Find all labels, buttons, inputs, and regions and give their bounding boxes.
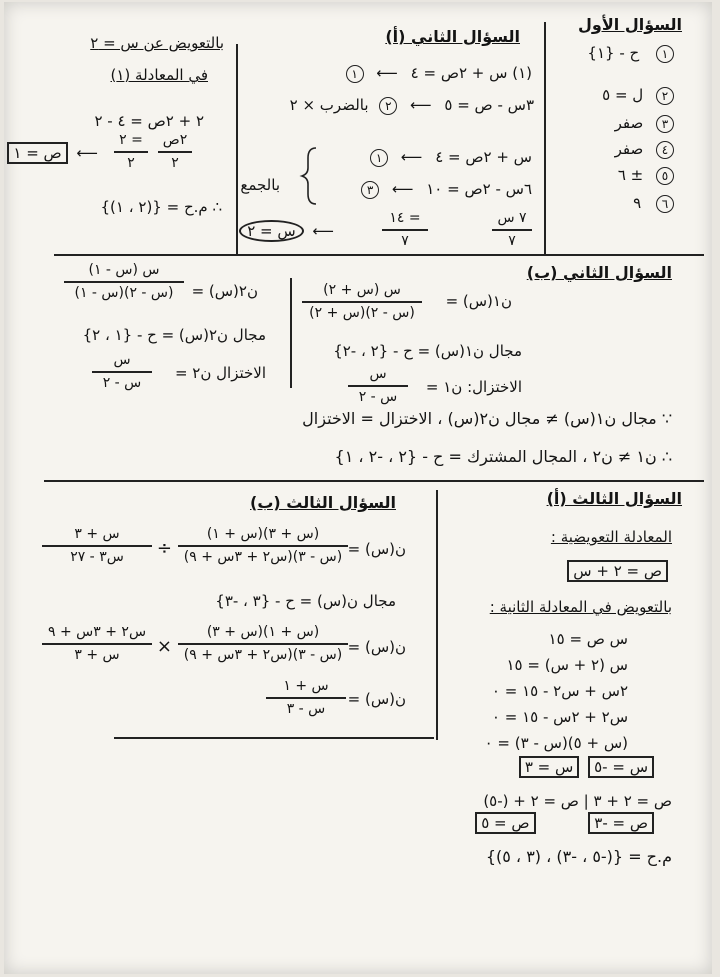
q4b-fraction-3-num: (س + ١)(س + ٣) xyxy=(206,624,320,640)
q1-answer-4-text: صفر xyxy=(614,140,644,158)
q4b-div-sign: ÷ xyxy=(156,538,172,559)
q4b-fraction-1-num: (س + ٣)(س + ١) xyxy=(206,526,320,542)
q2b-eq2-lhs-den: ٢ xyxy=(171,154,179,171)
q4a-line2-box: ص = ٢ + س xyxy=(567,560,668,582)
q1-answer-5-text: ± ٦ xyxy=(617,166,644,184)
q4a-step-4: س٢ + ٢س - ١٥ = ٠ xyxy=(491,708,628,726)
q4b-result-den: س - ٣ xyxy=(286,700,326,717)
q2b-substitution-line: في المعادلة (١) xyxy=(110,66,208,84)
q4b-n-label: ن(س) = xyxy=(347,540,406,558)
q2b-eq2-lhs-num: ٢ص xyxy=(162,132,188,148)
q4b-domain: مجال ن(س) = ح - {٣ ، -٣} xyxy=(215,592,396,610)
arrow-left-icon: ⟵ xyxy=(376,64,398,82)
q4b-fraction-4-num: س٢ + ٣س + ٩ xyxy=(47,624,147,640)
q3a-simplified1-num: س xyxy=(369,366,387,382)
q4a-step-1: س ص = ١٥ xyxy=(548,630,628,648)
q2b-solution: ∴ م.ح = {(٢ ، ١)} xyxy=(100,198,222,216)
q2a-result-left-den: ٧ xyxy=(508,232,516,249)
arrow-left-icon: ⟵ xyxy=(76,144,98,162)
q2a-line2-eq: ٣س - ص = ٥ xyxy=(444,96,534,114)
q4a-title: السؤال الثالث (أ) xyxy=(546,489,682,508)
q1-answer-1-text: ح - {١} xyxy=(587,44,640,62)
q3a-n2-num: س (س - ١) xyxy=(88,262,160,278)
q3a-n2-label: ن٢(س) = xyxy=(191,282,258,300)
q4a-y-line: ص = ٢ + ٣ | ص = ٢ + (-٥) xyxy=(483,792,672,810)
q1-answer-3-number: ٣ xyxy=(656,115,674,133)
q2b-eq1: ٢ + ٢ص = ٤ - ٢ xyxy=(94,112,204,130)
q3a-simplified2-den: س - ٢ xyxy=(102,374,142,391)
q2a-line2-num: ٢ xyxy=(379,97,397,115)
q4a-root-2: س = -٥ xyxy=(588,756,654,778)
q2b-eq2-final-value: ص = ١ xyxy=(7,142,67,164)
q2b-eq2-rhs-den: ٢ xyxy=(127,154,135,171)
q4b-title: السؤال الثالث (ب) xyxy=(250,493,396,512)
q2a-result-final-value: س = ٢ xyxy=(239,220,303,242)
q4b-fraction-2-den: س٣ - ٢٧ xyxy=(70,548,124,565)
q3a-title: السؤال الثاني (ب) xyxy=(526,263,672,282)
q3a-n1-den: (س - ٢)(س + ٢) xyxy=(309,304,415,321)
q3a-conclusion2: ∴ ن١ ≠ ن٢ ، المجال المشترك = ح - {٢ ، -٢ ، ١} xyxy=(334,447,672,466)
q2b-eq2-rhs-num: = ٢ xyxy=(119,132,143,148)
q2a-line4-num: ٣ xyxy=(361,181,379,199)
worksheet-page xyxy=(4,2,712,974)
q2a-title: السؤال الثاني (أ) xyxy=(385,27,520,46)
q2a-result-den: ٧ xyxy=(401,232,409,249)
q4a-y-2: ص = -٣ xyxy=(588,812,654,834)
q1-answer-2-text: ل = ٥ xyxy=(602,86,644,104)
q4a-y-1: ص = ٥ xyxy=(475,812,535,834)
q3a-n1-label: ن١(س) = xyxy=(445,292,512,310)
q3a-domain2: مجال ن٢(س) = ح - {١ ، ٢} xyxy=(82,326,266,344)
q4a-root-1: س = ٣ xyxy=(519,756,579,778)
q3a-simplified1-den: س - ٢ xyxy=(358,388,398,405)
q3a-simplified2-num: س xyxy=(113,352,131,368)
brace-left-icon xyxy=(302,148,316,204)
arrow-left-icon: ⟵ xyxy=(410,96,432,114)
q4a-step-5: (س + ٥)(س - ٣) = ٠ xyxy=(484,734,628,752)
q1-answer-6-number: ٦ xyxy=(656,195,674,213)
q4b-result-num: س + ١ xyxy=(283,678,329,694)
q4b-times-sign: × xyxy=(156,636,172,657)
q2a-result-left-num: ٧ س xyxy=(497,210,527,226)
q1-answer-6-text: ٩ xyxy=(633,194,642,212)
q1-answer-5-number: ٥ xyxy=(656,167,674,185)
q3a-n1-num: س (س + ٢) xyxy=(323,282,401,298)
q4a-step-3: ٢س + س٢ - ١٥ = ٠ xyxy=(491,682,628,700)
q3a-domain1: مجال ن١(س) = ح - {٢ ، -٢} xyxy=(333,342,522,360)
q2a-line2-note: بالضرب × ٢ xyxy=(289,96,369,114)
q2a-line4-eq: ٦س - ٢ص = ١٠ xyxy=(426,180,532,198)
q1-answer-3-text: صفر xyxy=(614,114,644,132)
q1-answer-2-number: ٢ xyxy=(656,87,674,105)
q3a-simplified1-label: الاختزال: ن١ = xyxy=(425,378,522,396)
q4a-solution: م.ح = {(-٥ ، -٣) ، (٣ ، ٥)} xyxy=(485,847,672,866)
q4b-fraction-2-num: س + ٣ xyxy=(74,526,120,542)
q4a-line1: المعادلة التعويضية : xyxy=(550,528,672,546)
q2a-line3-num: ١ xyxy=(370,149,388,167)
q4b-result-label: ن(س) = xyxy=(347,690,406,708)
q1-answer-1-number: ١ xyxy=(656,45,674,63)
q3a-n2-den: (س - ٢)(س - ١) xyxy=(74,284,174,301)
arrow-left-icon: ⟵ xyxy=(391,180,414,198)
q2a-line3-eq: س + ٢ص = ٤ xyxy=(435,148,532,166)
q4b-n-label-2: ن(س) = xyxy=(347,638,406,656)
q1-answer-4-number: ٤ xyxy=(656,141,674,159)
arrow-left-icon: ⟵ xyxy=(312,222,334,240)
q2a-result-eq: = ١٤ xyxy=(389,210,421,226)
q2b-substitution-text: بالتعويض عن س = ٢ xyxy=(90,34,224,52)
handwriting-marks xyxy=(4,2,712,974)
q2a-sum-label: بالجمع xyxy=(240,176,280,194)
q2a-line1-num: ١ xyxy=(346,65,364,83)
q3a-simplified2-label: الاختزال ن٢ = xyxy=(174,364,266,382)
q4b-fraction-4-den: س + ٣ xyxy=(74,646,120,663)
q4a-line3: بالتعويض في المعادلة الثانية : xyxy=(489,598,672,616)
q4b-fraction-3-den: (س - ٣)(س٢ + ٣س + ٩) xyxy=(183,646,343,663)
q3a-conclusion1: ∵ مجال ن١(س) ≠ مجال ن٢(س) ، الاختزال = الاختزال xyxy=(302,409,672,428)
q1-title: السؤال الأول xyxy=(578,15,682,34)
q2a-line1-eq: (١) س + ٢ص = ٤ xyxy=(410,64,532,82)
q4b-fraction-1-den: (س - ٣)(س٢ + ٣س + ٩) xyxy=(183,548,343,565)
arrow-left-icon: ⟵ xyxy=(400,148,423,166)
q4a-step-2: س (٢ + س) = ١٥ xyxy=(506,656,628,674)
